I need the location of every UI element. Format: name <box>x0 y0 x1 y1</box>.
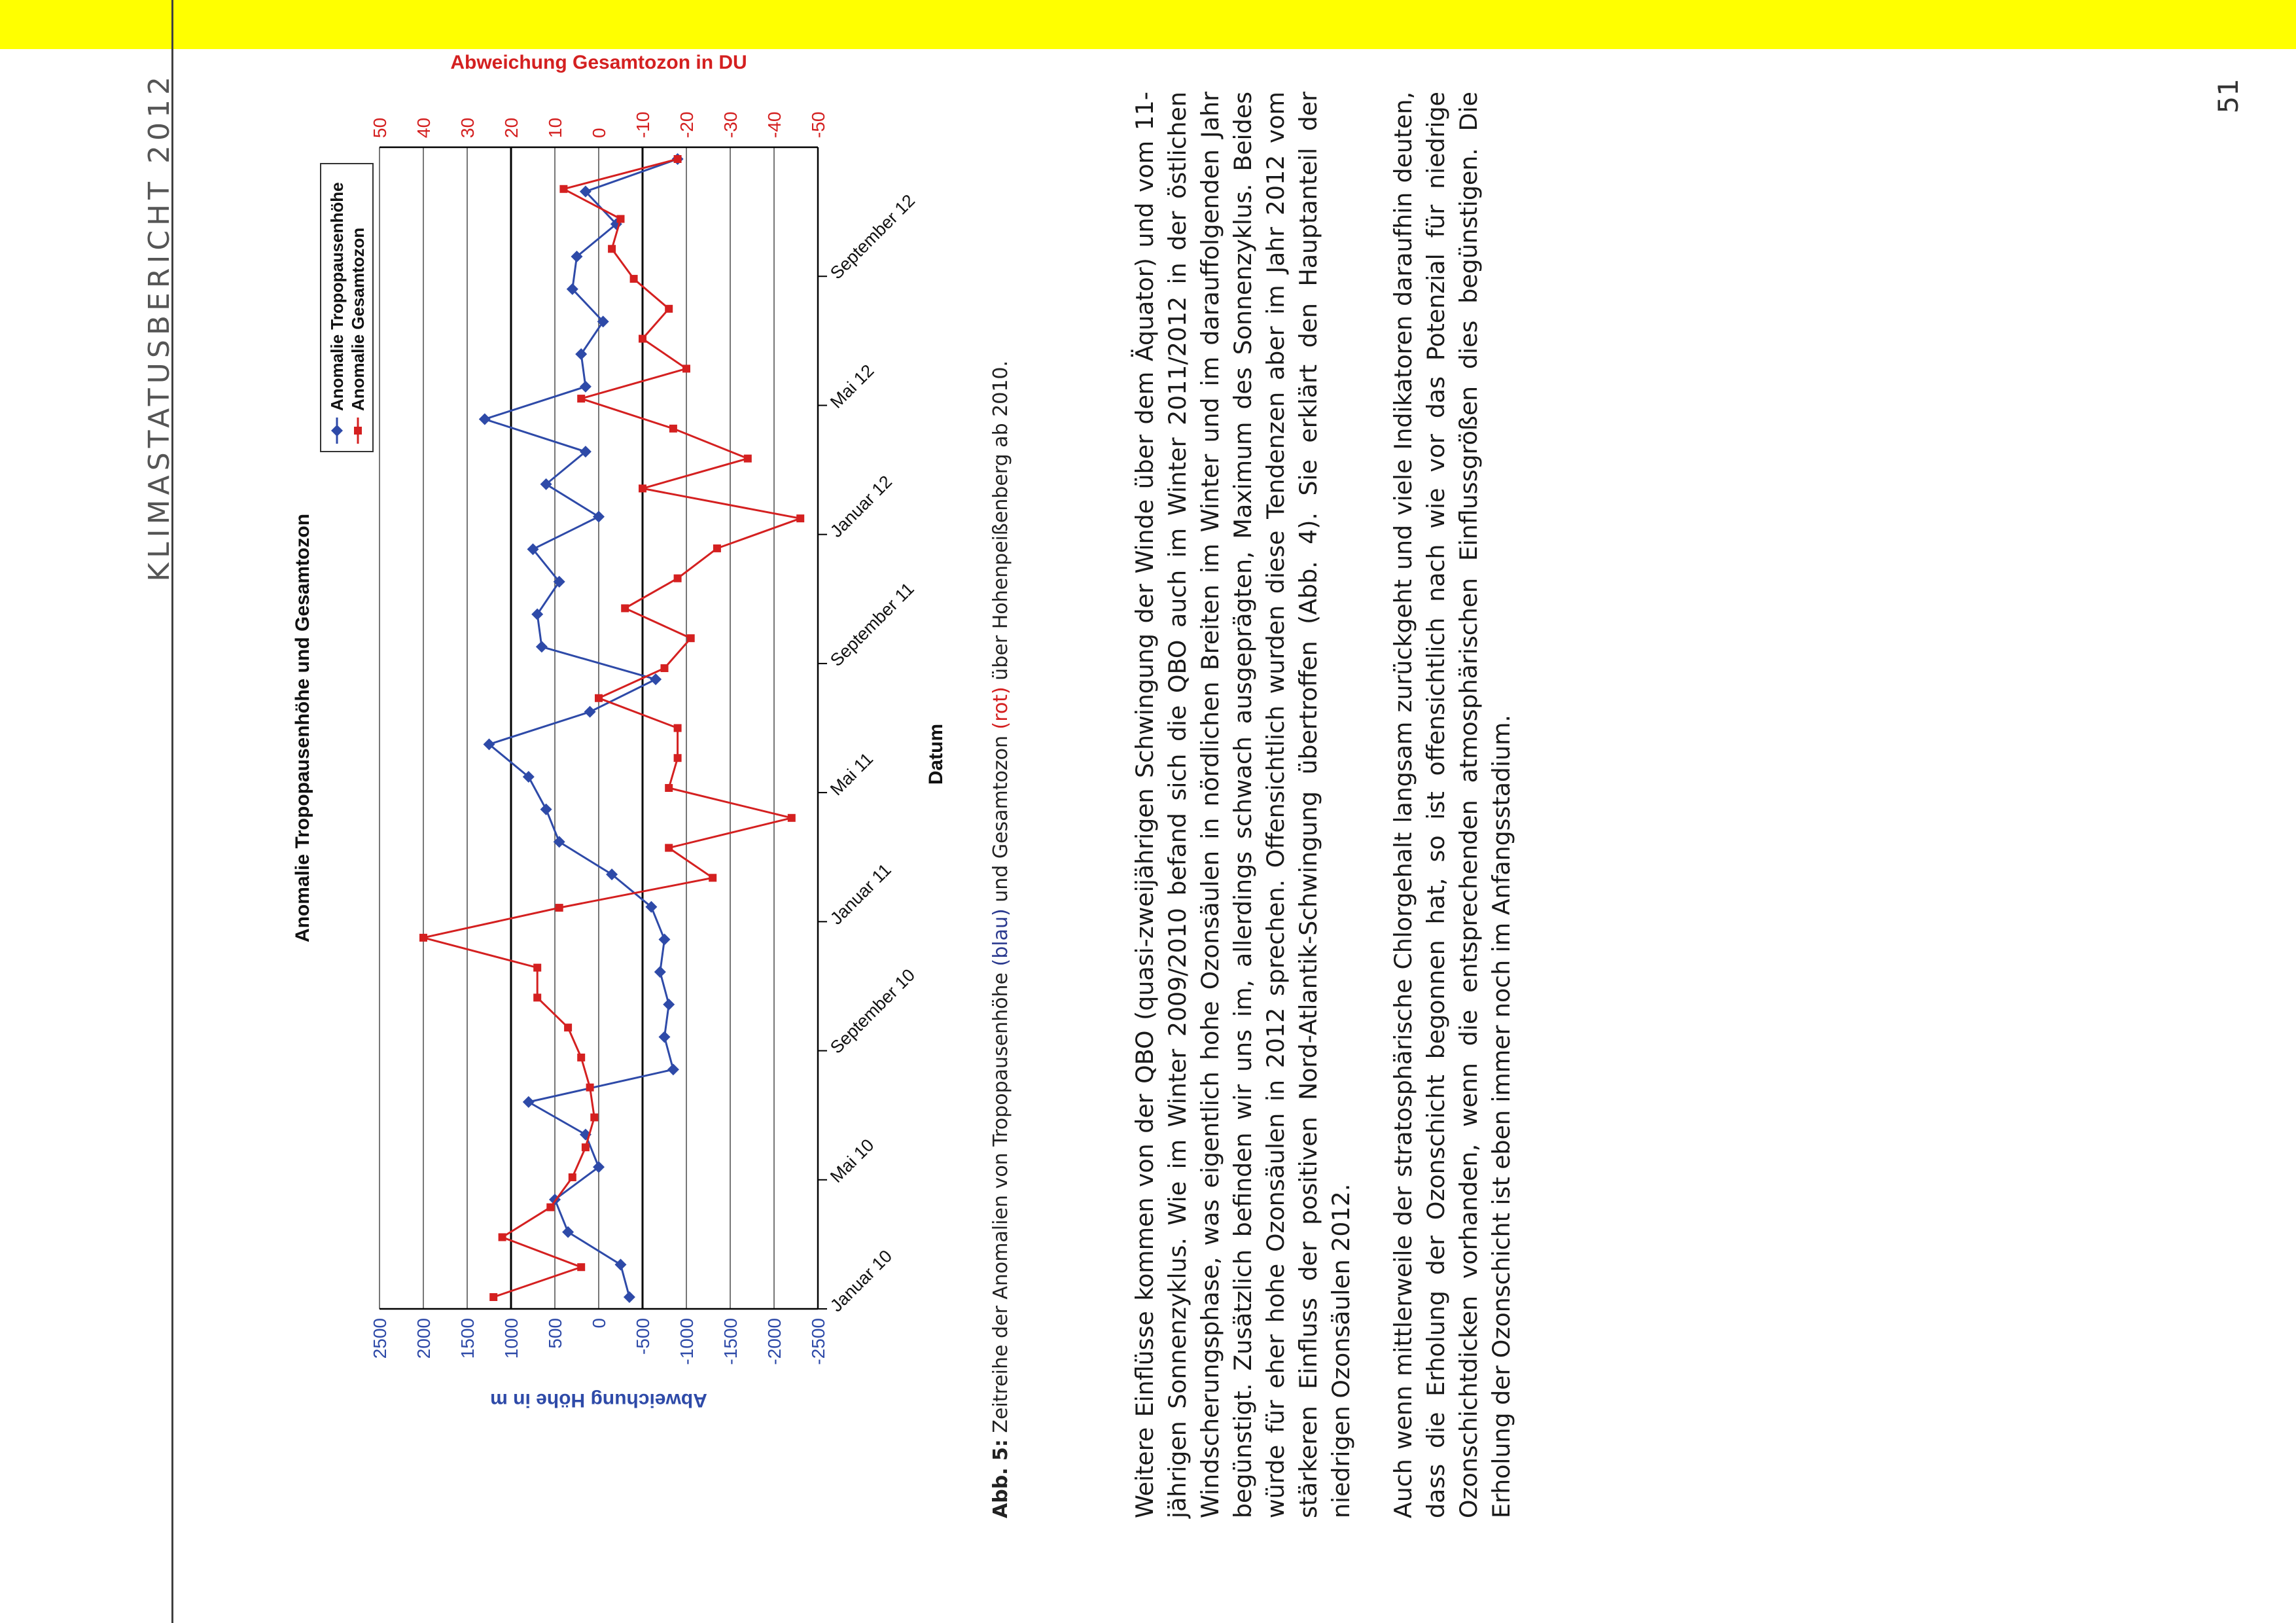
tropopause-point <box>584 706 596 718</box>
y-tick-label-right: -40 <box>764 111 785 138</box>
y-tick-label-right: -20 <box>677 111 697 138</box>
tropopause-point <box>654 966 666 978</box>
y-tick-label-right: -50 <box>808 111 828 138</box>
x-axis-title: Datum <box>925 723 947 785</box>
ozone-point <box>590 1113 598 1121</box>
tropopause-point <box>593 511 605 523</box>
y-tick-label-left: -500 <box>633 1318 653 1355</box>
ozone-point <box>744 455 752 463</box>
y-tick-label-left: -1000 <box>677 1318 697 1365</box>
y-tick-label-right: 10 <box>545 117 565 138</box>
ozone-point <box>617 215 625 223</box>
header-color-bar <box>0 0 2296 49</box>
caption-text-2: und Gesamtozon <box>989 735 1012 902</box>
tropopause-point <box>659 933 671 945</box>
ozone-point <box>577 1054 585 1061</box>
y-tick-label-left: 1000 <box>501 1318 521 1359</box>
ozone-point <box>577 1263 585 1271</box>
ozone-point <box>713 544 721 552</box>
ozone-point <box>546 1204 554 1211</box>
ozone-point <box>595 694 603 702</box>
chart <box>249 52 975 1518</box>
ozone-point <box>586 1084 594 1092</box>
y-tick-label-left: 1500 <box>457 1318 478 1359</box>
x-tick-label: Mai 12 <box>826 361 878 412</box>
tropopause-point <box>615 1258 627 1270</box>
legend-marker <box>354 427 362 435</box>
x-tick-label: Mai 11 <box>826 749 877 800</box>
x-tick-label: September 11 <box>826 579 918 671</box>
ozone-point <box>687 634 695 642</box>
ozone-point <box>796 514 804 522</box>
ozone-point <box>639 484 646 492</box>
tropopause-point <box>523 1096 535 1108</box>
tropopause-point <box>562 1226 574 1238</box>
ozone-point <box>419 934 427 942</box>
ozone-point <box>669 425 677 433</box>
ozone-point <box>639 335 646 343</box>
y-tick-label-right: 0 <box>589 128 609 138</box>
caption-text-3: über Hohenpeißenberg ab 2010. <box>989 360 1012 681</box>
ozone-point <box>682 365 690 372</box>
tropopause-point <box>659 1031 671 1043</box>
ozone-point <box>564 1024 572 1031</box>
caption-blue: (blau) <box>989 908 1012 967</box>
ozone-point <box>582 1143 590 1151</box>
caption-red: (rot) <box>989 687 1012 730</box>
y-axis-title-right: Abweichung Gesamtozon in DU <box>450 52 747 73</box>
ozone-point <box>709 874 716 882</box>
x-tick-label: Januar 11 <box>826 859 895 929</box>
y-tick-label-left: 500 <box>545 1318 565 1349</box>
body-paragraph-2: Auch wenn mittlerweile der stratosphärische Chlorgehalt langsam zurückgeht und viele Indikatoren daraufhin deuten, dass die Erholung der Ozonschicht begonnen hat, so ist offensichtlich nach wie vor das Potenzial für niedrige Ozonschichtdicken vorhanden, wenn die entsprechenden atmosphärischen Einflussgrößen dies begünstigen. Die Erholung der Ozonschicht ist eben immer noch im Anfangsstadium. <box>1389 92 1515 1518</box>
tropopause-point <box>479 413 491 425</box>
tropopause-point <box>663 999 675 1010</box>
figure-caption <box>988 111 1014 1518</box>
ozone-point <box>533 964 541 972</box>
y-tick-label-left: 2500 <box>370 1318 390 1359</box>
caption-text-1: Zeitreihe der Anomalien von Tropopausenhöhe <box>989 972 1012 1433</box>
x-tick-label: Januar 10 <box>826 1246 896 1316</box>
y-tick-label-left: -2500 <box>808 1318 828 1365</box>
page-number: 51 <box>2212 79 2244 114</box>
x-tick-label: September 10 <box>826 965 919 1058</box>
ozone-point <box>674 155 682 163</box>
x-tick-label: September 12 <box>826 190 919 283</box>
running-head: KLIMASTATUSBERICHT 2012 <box>143 72 176 582</box>
ozone-point <box>665 784 673 792</box>
legend-label: Anomalie Tropopausenhöhe <box>327 182 347 411</box>
legend-label: Anomalie Gesamtozon <box>348 227 368 411</box>
tropopause-point <box>575 348 587 360</box>
tropopause-point <box>624 1291 635 1303</box>
ozone-point <box>665 844 673 852</box>
rotated-content <box>249 52 1557 1518</box>
chart-title: Anomalie Tropopausenhöhe und Gesamtozon <box>292 513 313 943</box>
y-tick-label-left: 0 <box>589 1318 609 1329</box>
tropopause-point <box>580 381 592 393</box>
y-tick-label-right: 20 <box>501 117 521 138</box>
y-tick-label-left: 2000 <box>414 1318 434 1359</box>
ozone-point <box>665 305 673 313</box>
y-tick-label-right: -10 <box>633 111 653 138</box>
y-tick-label-left: -2000 <box>764 1318 785 1365</box>
y-tick-label-right: -30 <box>720 111 741 138</box>
ozone-point <box>674 724 682 732</box>
y-tick-label-left: -1500 <box>720 1318 741 1365</box>
ozone-point <box>674 575 682 582</box>
ozone-point <box>559 185 567 193</box>
ozone-point <box>533 993 541 1001</box>
caption-label: Abb. 5: <box>989 1439 1012 1518</box>
y-tick-label-right: 30 <box>457 117 478 138</box>
ozone-point <box>788 814 796 822</box>
tropopause-series-line <box>485 159 678 1297</box>
ozone-point <box>661 664 669 672</box>
tropopause-point <box>540 804 552 815</box>
tropopause-point <box>667 1063 679 1075</box>
body-paragraph-1: Weitere Einflüsse kommen von der QBO (quasi-zweijährigen Schwingung der Winde über dem Äquator) und vom 11-jährigen Sonnenzyklus. Wie im Winter 2009/2010 befand sich die QBO auch im Winter 2011/2012 in der östlichen Windscherungsphase, was eigentlich hohe Ozonsäulen in nördlichen Breiten im Winter und im darauffolgenden Jahr begünstigt. Zusätzlich befinden wir uns im, allerdings schwach ausgeprägten, Maximum des Sonnenzyklus. Beides würde für eher hohe Ozonsäulen in 2012 sprechen. Offensichtlich wurden diese Tendenzen aber im Jahr 2012 vom stärkeren Einfluss der positiven Nord-Atlantik-Schwingung übertroffen (Abb. 4). Sie erklärt den Hauptanteil der niedrigen Ozonsäulen 2012. <box>1131 92 1355 1518</box>
tropopause-point <box>650 673 662 685</box>
x-tick-label: Mai 10 <box>826 1135 878 1187</box>
ozone-series-line <box>423 159 800 1297</box>
ozone-point <box>621 604 629 612</box>
x-tick-label: Januar 12 <box>826 471 896 541</box>
y-tick-label-right: 50 <box>370 117 390 138</box>
ozone-point <box>499 1233 506 1241</box>
ozone-point <box>556 904 563 912</box>
tropopause-point <box>536 641 548 652</box>
ozone-point <box>630 275 638 283</box>
y-tick-label-right: 40 <box>414 117 434 138</box>
ozone-point <box>674 754 682 762</box>
tropopause-point <box>531 609 543 620</box>
ozone-point <box>608 245 616 253</box>
ozone-point <box>489 1293 497 1301</box>
y-axis-title-left: Abweichung Höhe in m <box>490 1389 707 1411</box>
ozone-point <box>569 1173 576 1181</box>
ozone-point <box>577 395 585 402</box>
